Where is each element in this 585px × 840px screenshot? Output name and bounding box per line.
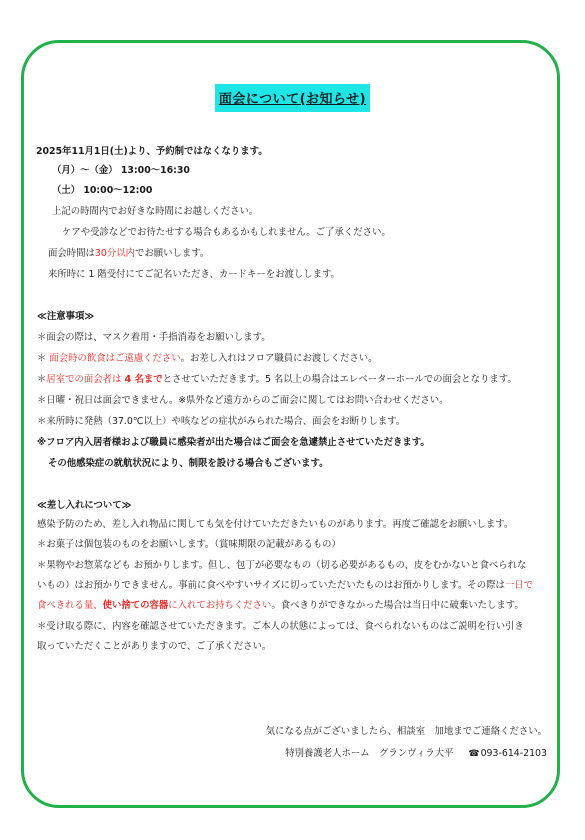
gifts-line-3: ＊果物やお惣菜なども お預かりします。但し、包丁が必要なもの（切る必要があるもの、皮をむかないと食べられな [37, 560, 527, 571]
caution-item-1: ＊面会の際は、マスク着用・手指消毒をお願いします。 [37, 332, 271, 343]
gifts-line-7: 取っていただくことがありますので、ご了承ください。 [37, 641, 272, 652]
intro-headline: 2025年11月1日(土)より、予約制ではなくなります。 [36, 146, 268, 157]
hours-saturday: （土） 10:00～12:00 [52, 185, 153, 196]
caution-2-red: 面会時の飲食はご遠慮ください [46, 353, 181, 364]
phone-number: 093-614-2103 [480, 748, 547, 759]
caution-item-2 [37, 352, 378, 366]
page-title: 面会について(お知らせ) [215, 84, 370, 112]
title-wrap [0, 84, 585, 112]
duration-post: でお願いします。 [134, 248, 210, 259]
caution-item-6: ※フロア内入居者様および職員に感染者が出た場合はご面会を急遽禁止させていただきます。 [37, 437, 430, 448]
gifts-4-red: 一日で [504, 580, 533, 591]
gifts-line-2: ＊お菓子は個包装のものをお願いします。（賞味期限の記載があるもの） [37, 539, 341, 550]
caution-2-post: 。お差し入れはフロア職員にお渡しください。 [180, 353, 378, 364]
intro-note-2: ケアや受診などでお待たせする場合もあるかもしれません。ご了承ください。 [62, 227, 391, 238]
intro-note-1: 上記の時間内でお好きな時間にお越しください。 [52, 206, 259, 217]
caution-2-star: ＊ [37, 353, 47, 364]
gifts-5-red-2: に入れてお持ちください [168, 600, 272, 611]
duration-pre: 面会時間は [48, 248, 95, 259]
hours-weekday: （月）～（金） 13:00～16:30 [52, 165, 190, 176]
gifts-heading: ≪差し入れについて≫ [37, 500, 132, 511]
caution-3-star: ＊ [37, 374, 47, 385]
gifts-5-container: 使い捨ての容器 [102, 600, 169, 611]
caution-3-red: 居室での面会者は [46, 374, 122, 385]
footer-contact: 気になる点がございましたら、相談室 加地までご連絡ください。 [265, 726, 547, 737]
caution-3-post: とさせていただきます。5 名以上の場合はエレベーターホールでの面会となります。 [162, 374, 517, 385]
cautions-heading: ≪注意事項≫ [37, 311, 95, 322]
caution-item-7: その他感染症の就航状況により、制限を設ける場合もございます。 [48, 458, 329, 469]
caution-item-4: ＊日曜・祝日は面会できません。※県外など遠方からのご面会に関してはお問い合わせください。 [37, 395, 449, 406]
gifts-line-5 [37, 599, 524, 613]
checkin-note: 来所時に 1 階受付にてご記名いただき、カードキーをお渡しします。 [48, 269, 341, 280]
facility-name: 特別養護老人ホーム グランヴィラ大平 [285, 748, 454, 759]
gifts-4-pre: いもの）はお預かりできません。事前に食べやすいサイズに切っていただいたものはお預かりします。その際は [37, 580, 505, 591]
gifts-5-red-1: 食べきれる量、 [37, 600, 103, 611]
gifts-5-post: 。食べきりができなかった場合は当日中に破棄いたします。 [271, 600, 524, 611]
duration-limit: 30分以内 [94, 248, 135, 259]
gifts-line-6: ＊受け取る際に、内容を確認させていただきます。ご本人の状態によっては、食べられないものはご説明を行い引き [37, 621, 524, 632]
gifts-line-4 [37, 579, 533, 593]
visit-duration [48, 247, 209, 261]
caution-item-5: ＊来所時に発熱（37.0℃以上）や咳などの症状がみられた場合、面会をお断りします。 [37, 416, 406, 427]
telephone-icon: ☎ [468, 749, 480, 759]
caution-item-3 [37, 373, 517, 387]
footer-facility-line [285, 745, 547, 759]
gifts-line-1: 感染予防のため、差し入れ物品に関しても気を付けていただきたいものがあります。再度ご確認をお願いします。 [37, 519, 514, 530]
caution-3-limit: 4 名まで [121, 374, 163, 385]
